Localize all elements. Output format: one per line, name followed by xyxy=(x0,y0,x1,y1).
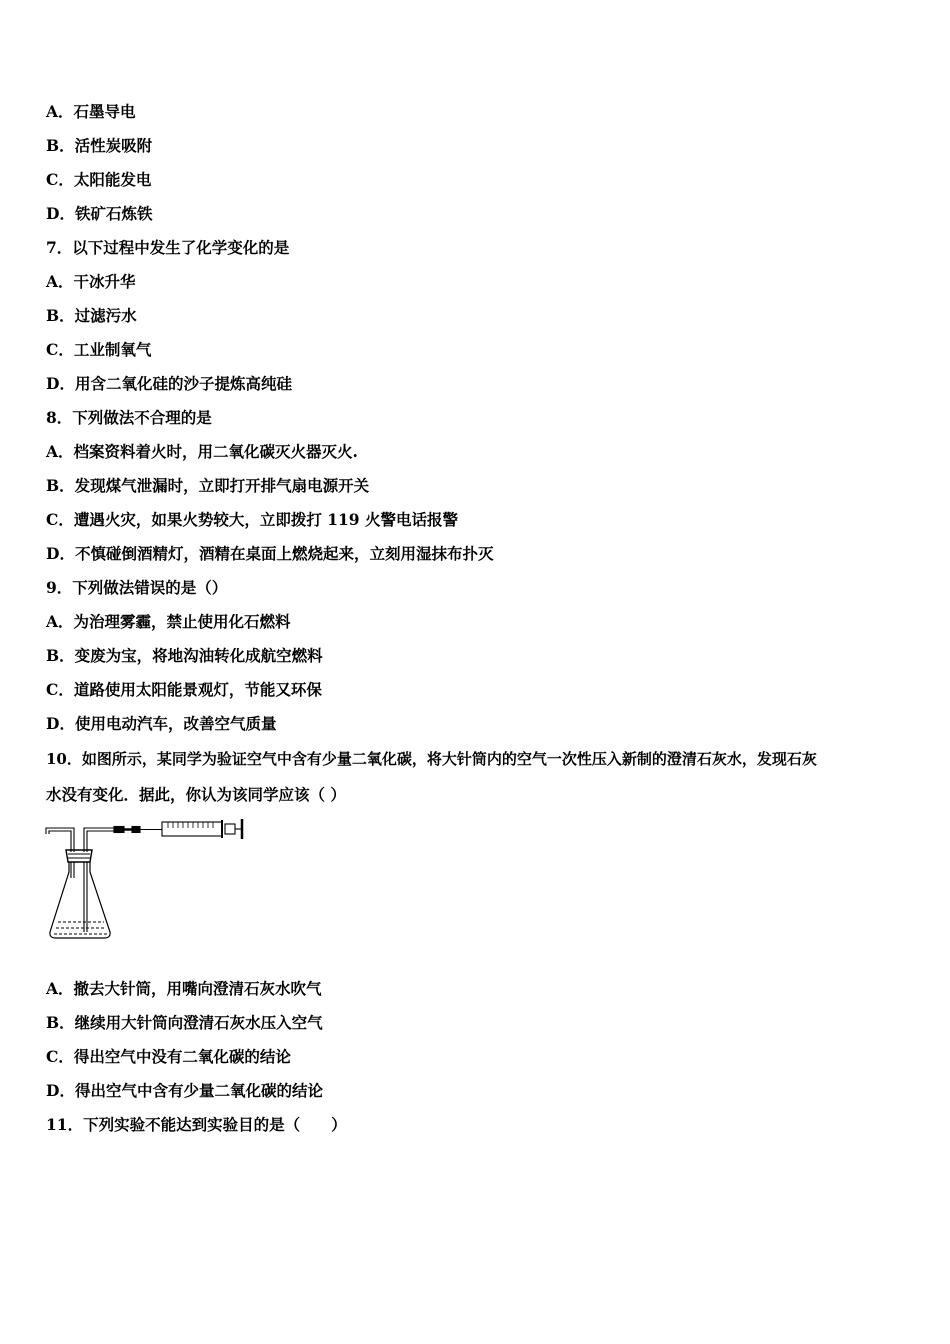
question-10-line1: 10．如图所示，某同学为验证空气中含有少量二氧化碳，将大针筒内的空气一次性压入新制的澄清石灰水，发现石灰 xyxy=(46,750,817,768)
option-d-iron-smelting: D．铁矿石炼铁 xyxy=(46,204,153,223)
q10-option-a: A．撤去大针筒，用嘴向澄清石灰水吹气 xyxy=(46,979,322,998)
question-9: 9．下列做法错误的是（） xyxy=(46,578,228,597)
question-11: 11．下列实验不能达到实验目的是（ ） xyxy=(46,1115,347,1134)
option-a-graphite: A．石墨导电 xyxy=(46,102,136,121)
q9-option-c: C．道路使用太阳能景观灯，节能又环保 xyxy=(46,680,322,699)
option-c-solar-power: C．太阳能发电 xyxy=(46,170,152,189)
q10-option-d: D．得出空气中含有少量二氧化碳的结论 xyxy=(46,1081,323,1100)
q8-option-c: C．遭遇火灾，如果火势较大，立即拨打 119 火警电话报警 xyxy=(46,510,458,529)
question-10-line2: 水没有变化．据此，你认为该同学应该（ ） xyxy=(46,785,346,804)
q7-option-b: B．过滤污水 xyxy=(46,306,137,325)
q8-option-a: A．档案资料着火时，用二氧化碳灭火器灭火. xyxy=(46,442,358,461)
q9-option-d: D．使用电动汽车，改善空气质量 xyxy=(46,714,277,733)
q7-option-a: A．干冰升华 xyxy=(46,272,136,291)
q8-option-d: D．不慎碰倒酒精灯，酒精在桌面上燃烧起来，立刻用湿抹布扑灭 xyxy=(46,544,494,563)
q10-option-c: C．得出空气中没有二氧化碳的结论 xyxy=(46,1047,291,1066)
question-8: 8．下列做法不合理的是 xyxy=(46,408,212,427)
question-7: 7．以下过程中发生了化学变化的是 xyxy=(46,238,290,257)
q9-option-b: B．变废为宝，将地沟油转化成航空燃料 xyxy=(46,646,323,665)
q10-option-b: B．继续用大针筒向澄清石灰水压入空气 xyxy=(46,1013,323,1032)
q9-option-a: A．为治理雾霾，禁止使用化石燃料 xyxy=(46,612,291,631)
q8-option-b: B．发现煤气泄漏时，立即打开排气扇电源开关 xyxy=(46,476,370,495)
option-b-activated-carbon: B．活性炭吸附 xyxy=(46,136,153,155)
q7-option-d: D．用含二氧化硅的沙子提炼高纯硅 xyxy=(46,374,292,393)
q7-option-c: C．工业制氧气 xyxy=(46,340,152,359)
syringe-flask-apparatus-figure xyxy=(44,816,254,944)
